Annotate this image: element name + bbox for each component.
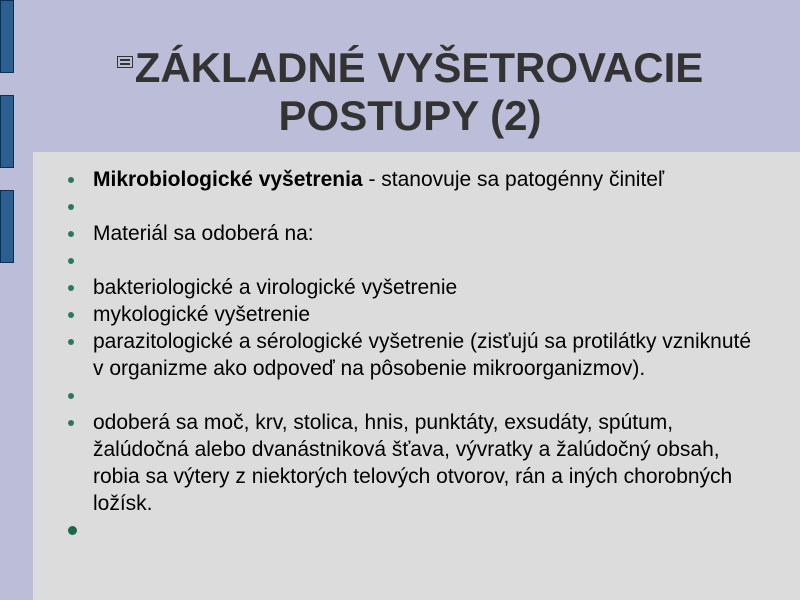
bullet-item (33, 301, 800, 328)
side-tab-1 (0, 0, 14, 73)
bullet-dot (68, 312, 74, 318)
bullet-item (33, 409, 800, 517)
side-tab-2 (0, 95, 14, 168)
list-icon (117, 56, 133, 68)
bullet-dot (68, 339, 74, 345)
bullet-text: Materiál sa odoberá na: (93, 222, 314, 245)
bullet-dot (68, 285, 74, 291)
bullet-text: parazitologické a sérologické vyšetrenie (zisťujú sa protilátky vzniknuté v organizme ako odpoveď na pôsobenie mikroorganizmov). (93, 330, 752, 380)
bullet-item (33, 220, 800, 247)
bullet-item (33, 166, 800, 193)
bullet-text: mykologické vyšetrenie (93, 303, 311, 326)
bullet-list (33, 152, 800, 544)
content-area (33, 152, 800, 600)
bullet-item-empty (33, 382, 800, 409)
bullet-dot (68, 393, 74, 399)
bullet-dot (68, 258, 74, 264)
bullet-item (33, 328, 800, 382)
bullet-item-empty (33, 193, 800, 220)
bullet-text: - stanovuje sa patogénny činiteľ (362, 168, 665, 191)
bullet-bold-text: Mikrobiologické vyšetrenia (93, 168, 363, 191)
bullet-item (33, 274, 800, 301)
title-line-2: POSTUPY (2) (278, 92, 542, 139)
bullet-text: bakteriologické a virologické vyšetrenie (93, 276, 458, 299)
bullet-dot (68, 231, 74, 237)
title-line-1: ZÁKLADNÉ VYŠETROVACIE (134, 44, 704, 91)
bullet-dot (68, 526, 77, 535)
bullet-dot (68, 177, 74, 183)
side-tab-3 (0, 190, 14, 263)
bullet-text: odoberá sa moč, krv, stolica, hnis, punktáty, exsudáty, spútum, žalúdočná alebo dvanástniková šťava, vývratky a žalúdočný obsah, robia sa výtery z niektorých telových otvorov, rán a iných chorobných ložísk. (93, 411, 733, 515)
bullet-item-empty (33, 247, 800, 274)
bullet-dot (68, 420, 74, 426)
slide-title (90, 44, 730, 140)
bullet-item-empty (33, 517, 800, 544)
bullet-dot (68, 204, 74, 210)
